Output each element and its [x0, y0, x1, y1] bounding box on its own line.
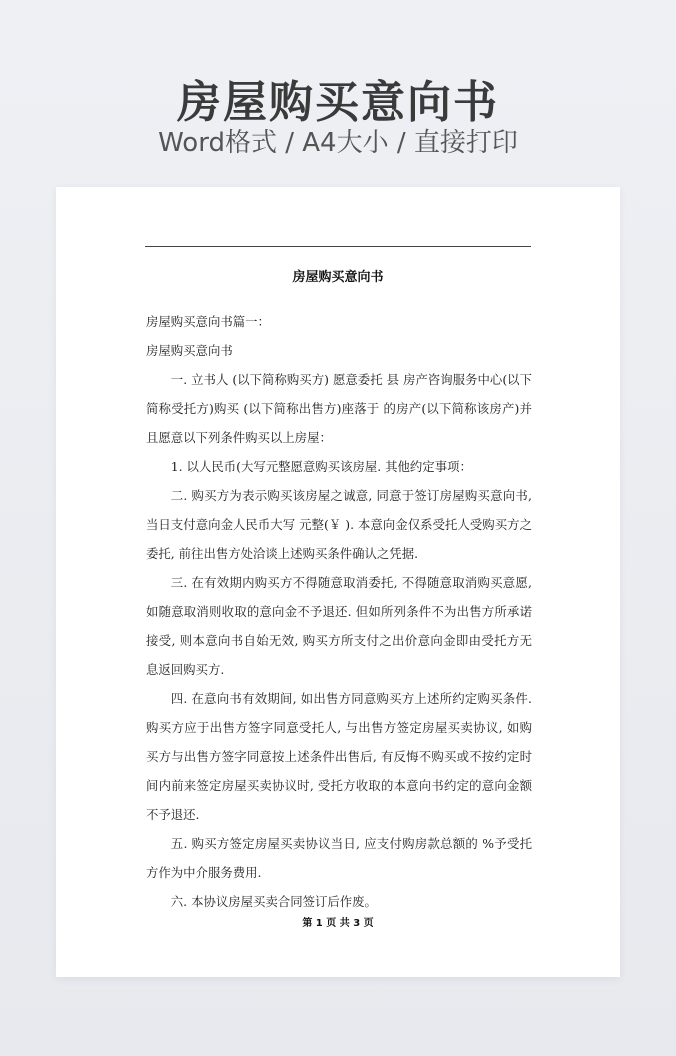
paragraph: 三. 在有效期内购买方不得随意取消委托, 不得随意取消购买意愿, 如随意取消则收取的意向金不予退还. 但如所列条件不为出售方所承诺接受, 则本意向书自始无效, 购买方所支付之出价意向金即由受托方无息返回购买方. — [146, 575, 532, 677]
hero-subtitle: Word格式 / A4大小 / 直接打印 — [158, 128, 518, 158]
header-rule — [145, 246, 531, 247]
paragraph: 五. 购买方签定房屋买卖协议当日, 应支付购房款总额的 %予受托方作为中介服务费用. — [146, 836, 532, 880]
paragraph: 房屋购买意向书篇一： — [146, 314, 270, 329]
paragraph: 二. 购买方为表示购买该房屋之诚意, 同意于签订房屋购买意向书, 当日支付意向金人民币大写 元整(￥ ). 本意向金仅系受托人受购买方之委托, 前往出售方处洽谈上述购买条件确认之凭据. — [146, 488, 532, 561]
paragraph: 四. 在意向书有效期间, 如出售方同意购买方上述所约定购买条件. 购买方应于出售方签字同意受托人, 与出售方签定房屋买卖协议, 如购买方与出售方签字同意按上述条件出售后, 有反悔不购买或不按约定时间内前来签定房屋买卖协议时, 受托方收取的本意向书约定的意向金额不予退还. — [146, 691, 532, 822]
document-title: 房屋购买意向书 — [292, 270, 384, 285]
hero-title: 房屋购买意向书 — [177, 77, 499, 128]
paragraph: 房屋购买意向书 — [146, 343, 233, 358]
paragraph: 1. 以人民币(大写元整愿意购买该房屋. 其他约定事项： — [170, 459, 472, 474]
document-body — [146, 307, 532, 916]
page-number: 第 1 页 共 3 页 — [302, 918, 374, 929]
paragraph: 六. 本协议房屋买卖合同签订后作废。 — [170, 894, 377, 909]
paragraph: 一. 立书人 (以下简称购买方) 愿意委托 县 房产咨询服务中心(以下简称受托方)购买 (以下简称出售方)座落于 的房产(以下简称该房产)并且愿意以下列条件购买以上房屋： — [146, 372, 532, 445]
document-page — [56, 187, 620, 977]
